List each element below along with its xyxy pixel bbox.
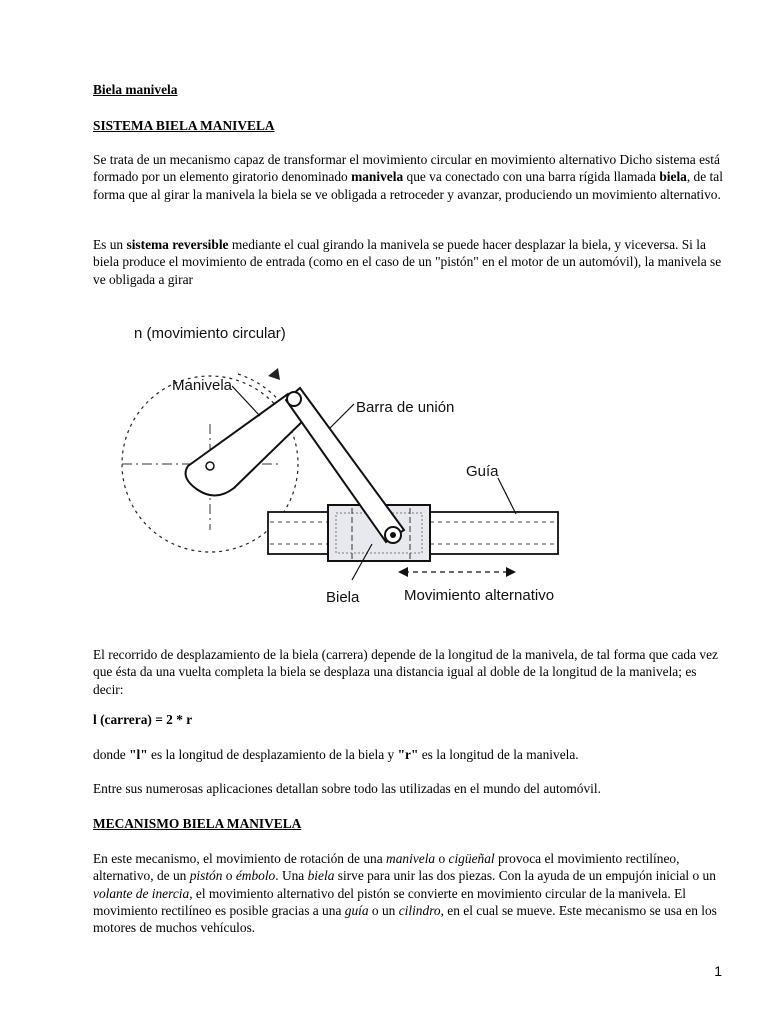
motion-arrow xyxy=(398,567,516,577)
label-movimiento-alternativo: Movimiento alternativo xyxy=(404,587,555,604)
paragraph-intro: Se trata de un mecanismo capaz de transformar el movimiento circular en movimiento alternativo Dicho sistema está formado por un elemento giratorio denominado manivela que va conectado con una barra rígida llamada biela, de tal forma que al girar la manivela la biela se ve obligada a retroceder y avanzar, produciendo un movimiento alternativo. xyxy=(93,152,723,202)
page-number: 1 xyxy=(714,963,722,979)
crank-arm xyxy=(186,394,308,496)
symbol-l: "l" xyxy=(129,747,148,762)
term-biela: biela xyxy=(659,169,687,185)
paragraph-aplicaciones: Entre sus numerosas aplicaciones detallan sobre todo las utilizadas en el mundo del automóvil. xyxy=(93,781,601,796)
label-biela: Biela xyxy=(326,589,360,606)
label-manivela: Manivela xyxy=(172,377,233,394)
section-heading-sistema: SISTEMA BIELA MANIVELA xyxy=(93,118,275,133)
paragraph-donde: donde "l" es la longitud de desplazamiento de la biela y "r" es la longitud de la manivela. xyxy=(93,747,579,762)
term-sistema-reversible: sistema reversible xyxy=(126,237,229,252)
paragraph-reversible: Es un sistema reversible mediante el cual girando la manivela se puede hacer desplazar la biela, y viceversa. Si la biela produce el movimiento de entrada (como en el caso de un "pistón" en el motor de un automóvil), la manivela se ve obligada a girar xyxy=(93,237,722,287)
label-barra-de-union: Barra de unión xyxy=(356,399,455,416)
formula-carrera: l (carrera) = 2 * r xyxy=(93,712,193,727)
paragraph-carrera: El recorrido de desplazamiento de la biela (carrera) depende de la longitud de la manivela, de tal forma que cada vez que ésta da una vuelta completa la biela se desplaza una distancia igual al doble de la longitud de la manivela; es decir: xyxy=(93,647,718,697)
symbol-r: "r" xyxy=(397,747,419,762)
crank-slider-diagram xyxy=(110,316,570,616)
label-movimiento-circular: n (movimiento circular) xyxy=(134,325,286,342)
document-title: Biela manivela xyxy=(93,82,178,97)
section-heading-mecanismo: MECANISMO BIELA MANIVELA xyxy=(93,816,302,831)
label-guia: Guía xyxy=(466,463,499,480)
paragraph-mecanismo: En este mecanismo, el movimiento de rotación de una manivela o cigüeñal provoca el movimiento rectilíneo, alternativo, de un pistón o émbolo. Una biela sirve para unir las dos piezas. Con la ayuda de un empujón inicial o un volante de inercia, el movimiento alternativo del pistón se convierte en movimiento circular de la manivela. El movimiento rectilíneo es posible gracias a una guía o un cilindro, en el cual se mueve. Este mecanismo se usa en los motores de muchos vehículos. xyxy=(93,851,717,936)
term-manivela: manivela xyxy=(351,169,404,185)
